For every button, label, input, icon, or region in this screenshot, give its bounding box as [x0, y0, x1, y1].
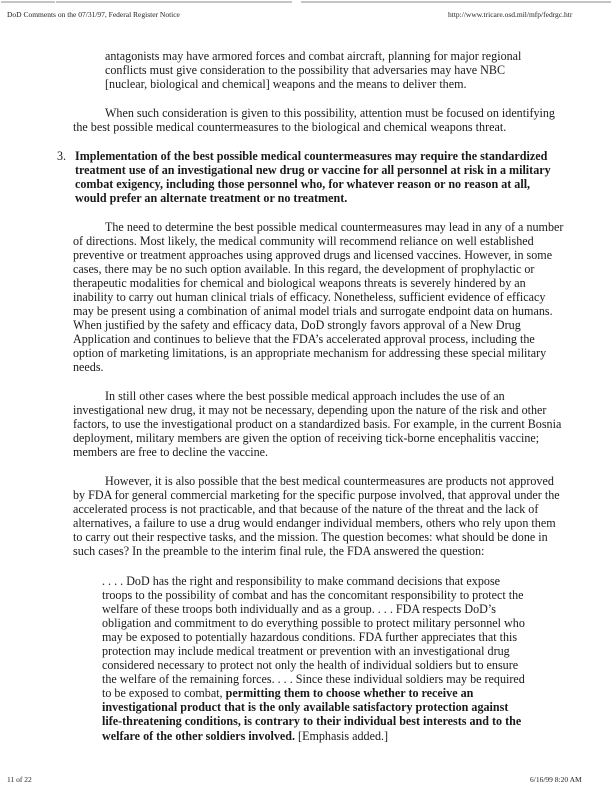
paragraph-continued: antagonists may have armored forces and combat aircraft, planning for major regional conflicts must give consideration to the possibility that adversaries may have NBC [nuclear, biological and chemical] weapons and the means to deliver them. — [105, 49, 522, 92]
top-rule-3 — [301, 1, 611, 3]
paragraph-consideration: When such consideration is given to this possibility, attention must be focused on identifying the best possible medical countermeasures to the biological and chemical weapons threat. — [73, 106, 555, 135]
emphasis-note: [Emphasis added.] — [295, 728, 389, 743]
item-3-heading: Implementation of the best possible medical countermeasures may require the standardized treatment use of an investigational new drug or vaccine for all personnel at risk in a military combat exigency, including those personnel who, for whatever reason or no reason at all, would prefer an alternate treatment or no treatment. — [75, 149, 551, 206]
paragraph-still-other-cases: In still other cases where the best possible medical approach includes the use of an investigational new drug, it may not be necessary, depending upon the nature of the risk and other factors, to use the investigational product on a standardized basis. For example, in the current Bosnia deployment, military members are given the option of receiving tick-borne encephalitis vaccine; members are free to decline the vaccine. — [73, 389, 562, 460]
page-number: 11 of 22 — [7, 775, 32, 784]
paragraph-however: However, it is also possible that the best medical countermeasures are products not approved by FDA for general commercial marketing for the specific purpose involved, that approval under the accelerated process is not practicable, and that because of the nature of the threat and the lack of alternatives, a failure to use a drug would endanger individual members, others who rely upon them to carry out their respective tasks, and the mission. The question becomes: what should be done in such cases? In the preamble to the interim final rule, the FDA answered the question: — [73, 474, 560, 559]
block-quote: . . . . DoD has the right and responsibility to make command decisions that expose troops to the possibility of combat and has the concomitant responsibility to protect the welfare of these troops both individually and as a group. . . . FDA respects DoD’s obligation and commitment to do everything possible to protect military personnel who may be exposed to potentially hazardous conditions. FDA further appreciates that this protection may include medical treatment or prevention with an investigational drug considered necessary to protect not only the health of individual soldiers but to ensure the welfare of the remaining forces. . . . Since these individual soldiers may be required to be exposed to combat, permitting them to choose whether to receive an investigational product that is the only available satisfactory protection against life-threatening conditions, is contrary to their individual best interests and to the welfare of the other soldiers involved. [Emphasis added.] — [102, 574, 525, 743]
print-datetime: 6/16/99 8:20 AM — [530, 775, 582, 784]
emphasis-text: permitting them to choose whether to receive an — [225, 686, 474, 701]
top-rule-2 — [56, 1, 292, 3]
header-url: http://www.tricare.osd.mil/mfp/fedrgc.htr — [448, 10, 573, 19]
header-title: DoD Comments on the 07/31/97, Federal Register Notice — [7, 10, 180, 19]
item-number: 3. — [57, 149, 67, 163]
paragraph-need: The need to determine the best possible medical countermeasures may lead in any of a number of directions. Most likely, the medical community will recommend reliance on well established preventive or treatment approaches using approved drugs and licensed vaccines. However, in some cases, there may be no such option available. In this regard, the development of prophylactic or therapeutic modalities for chemical and biological weapons threats is severely hindered by an inability to carry out human clinical trials of efficacy. Nonetheless, sufficient evidence of efficacy may be present using a combination of animal model trials and surrogate endpoint data on humans. When justified by the safety and efficacy data, DoD strongly favors approval of a New Drug Application and continues to believe that the FDA’s accelerated approval process, including the option of marketing limitations, is an appropriate mechanism for addressing these special military needs. — [73, 220, 564, 375]
top-rule-1 — [1, 1, 55, 3]
